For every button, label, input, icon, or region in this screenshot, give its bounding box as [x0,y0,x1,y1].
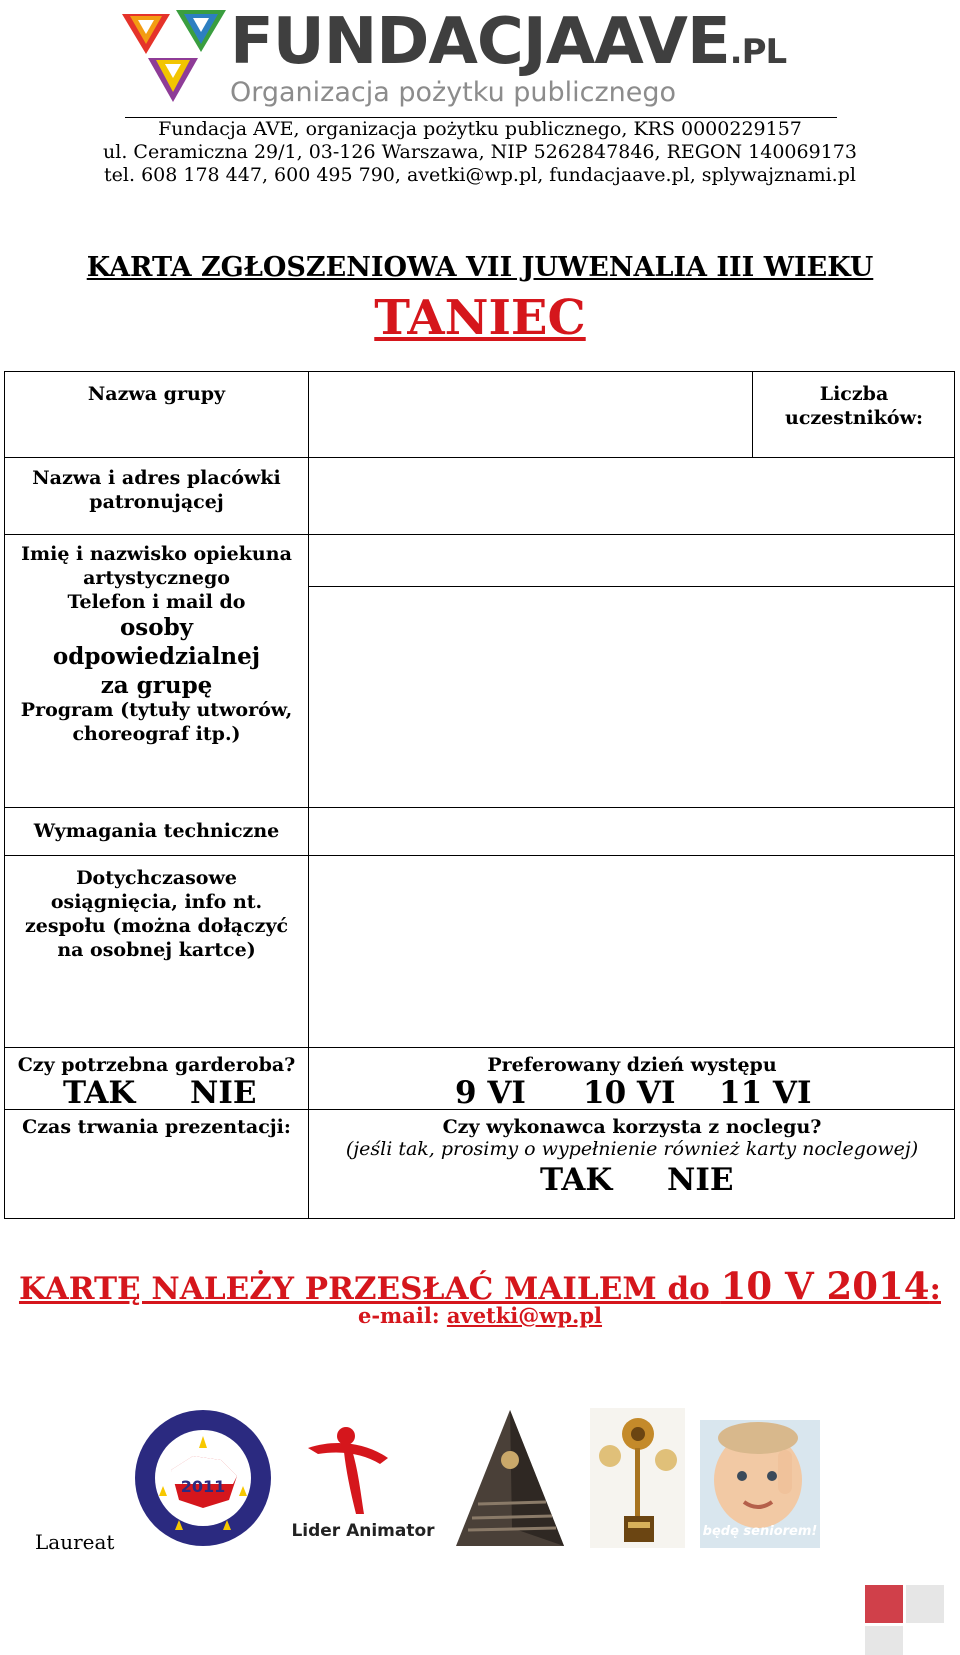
address-line-1: Fundacja AVE, organizacja pożytku publicznego, KRS 0000229157 [158,118,802,140]
participants-divider [752,372,753,457]
form-subtitle: TANIEC [374,290,586,346]
wardrobe-no-option[interactable]: NIE [190,1075,257,1111]
award-pyramid-statuette [452,1408,567,1548]
label-institution: Nazwa i adres placówki patronującej [32,467,281,513]
email-link[interactable]: avetki@wp.pl [446,1303,603,1328]
row-divider [5,534,954,535]
decor-square-gray [865,1626,903,1655]
application-form-table [4,371,955,1219]
group-name-field[interactable] [310,372,751,456]
row-divider [308,586,954,587]
award-badge-year: 2011 [180,1477,226,1496]
supervisor-field[interactable] [310,536,954,585]
award-sunflower-statuettes [590,1408,685,1548]
dancer-figure-icon [288,1418,438,1518]
contact-program-field[interactable] [310,588,954,806]
email-line: e-mail: avetki@wp.pl [357,1303,603,1328]
label-program: Program (tytuły utworów, choreograf itp.) [20,699,293,745]
lodging-yes-option[interactable]: TAK [540,1162,613,1198]
deadline-notice: KARTĘ NALEŻY PRZESŁAĆ MAILEM do 10 V 2014: [18,1264,941,1308]
decor-square-red [865,1585,903,1623]
row-divider [5,855,954,856]
row-divider [5,807,954,808]
award-przyjazny-brzeg-badge [133,1408,273,1548]
label-wardrobe: Czy potrzebna garderoba? [17,1054,296,1076]
bede-seniorem-text: będę seniorem! [702,1524,818,1539]
lodging-note: (jeśli tak, prosimy o wypełnienie również karty noclegowej) [345,1138,919,1160]
day-option-11[interactable]: 11 VI [719,1075,812,1111]
lider-animator-text: Lider Animator [291,1521,435,1541]
duration-field[interactable] [5,1142,307,1217]
form-title: KARTA ZGŁOSZENIOWA VII JUWENALIA III WIEKU [86,252,874,283]
pyramid-statuette-icon [452,1408,567,1548]
label-participants: Liczba uczestników: [785,383,923,429]
achievements-field[interactable] [310,857,954,1046]
label-lodging: Czy wykonawca korzysta z noclegu? [442,1116,822,1138]
label-group-name: Nazwa grupy [87,383,226,405]
label-technical-requirements: Wymagania techniczne [33,820,280,842]
technical-requirements-field[interactable] [310,809,954,854]
decor-square-gray [906,1585,944,1623]
triangle-logo-icon [118,2,236,106]
wardrobe-yes-option[interactable]: TAK [63,1075,136,1111]
logo-tagline: Organizacja pożytku publicznego [230,77,677,108]
row-divider [5,1047,954,1048]
award-lider-animator [288,1418,438,1548]
address-line-3: tel. 608 178 447, 600 495 790, avetki@wp.pl, fundacjaave.pl, splywajznami.pl [104,164,856,186]
participants-field[interactable] [754,422,954,456]
label-contact-responsible: osoby odpowiedzialnej za grupę [52,614,261,699]
laureat-label: Laureat [35,1530,115,1554]
lodging-no-option[interactable]: NIE [667,1162,734,1198]
row-divider [5,457,954,458]
label-duration: Czas trwania prezentacji: [22,1116,291,1138]
sunflower-statuette-icon [590,1408,685,1548]
day-option-9[interactable]: 9 VI [455,1075,526,1111]
logo-wordmark: FUNDACJAAVE.PL [230,5,787,79]
bede-seniorem-photo [700,1420,820,1548]
column-divider [308,372,309,1218]
address-line-2: ul. Ceramiczna 29/1, 03-126 Warszawa, NIP 5262847846, REGON 140069173 [103,141,857,163]
label-supervisor: Imię i nazwisko opiekuna artystycznego [21,543,292,589]
institution-field[interactable] [310,459,954,533]
label-achievements: Dotychczasowe osiągnięcia, info nt. zespołu (można dołączyć na osobnej kartce) [24,867,289,961]
day-option-10[interactable]: 10 VI [583,1075,676,1111]
fundacja-ave-logo [118,2,818,112]
label-preferred-day: Preferowany dzień występu [487,1054,777,1076]
label-contact: Telefon i mail do [67,591,246,613]
